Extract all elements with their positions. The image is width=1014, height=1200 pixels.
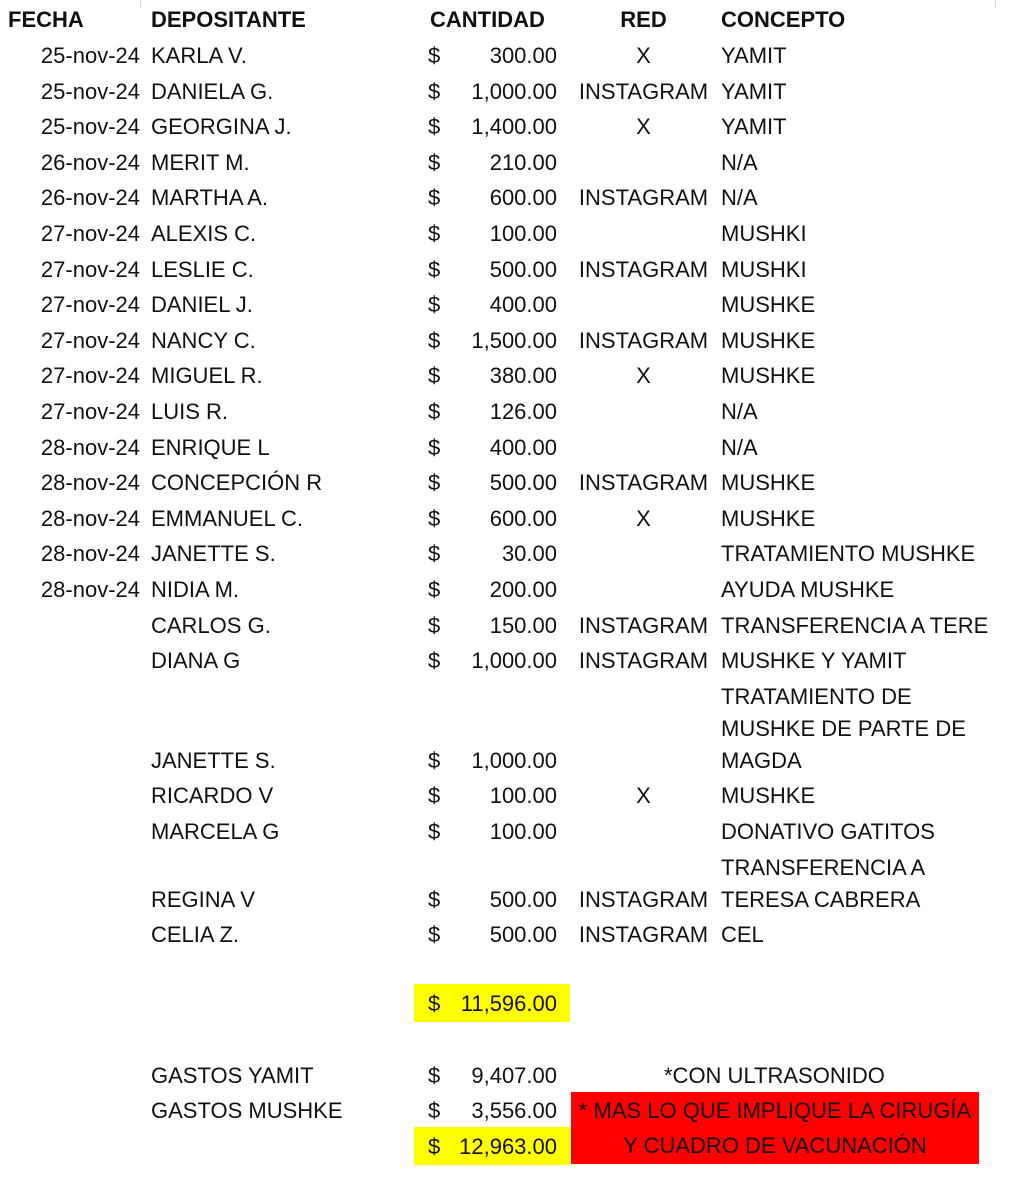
- row-depositante: DANIEL J.: [151, 292, 253, 318]
- row-fecha: 27-nov-24: [40, 292, 140, 318]
- row-depositante: NIDIA M.: [151, 577, 240, 602]
- row-depositante: CELIA Z.: [151, 922, 240, 948]
- row-cantidad: 500.00: [489, 470, 557, 496]
- row-cantidad: 500.00: [489, 886, 557, 912]
- row-concepto: YAMIT: [721, 78, 787, 104]
- row-concepto: MAGDA: [721, 747, 802, 773]
- row-currency: $: [428, 434, 441, 460]
- total-currency: $: [428, 991, 441, 1016]
- row-red: INSTAGRAM: [578, 612, 709, 638]
- row-concepto: MUSHKE: [721, 783, 816, 809]
- row-concepto: N/A: [721, 434, 758, 460]
- row-cantidad: 100.00: [489, 783, 557, 809]
- row-concepto: MUSHKE: [721, 292, 816, 318]
- row-fecha: 28-nov-24: [40, 541, 140, 567]
- row-red: X: [636, 505, 651, 531]
- row-depositante: JANETTE S.: [151, 747, 276, 773]
- row-cantidad: 1,000.00: [471, 747, 557, 773]
- row-concepto: MUSHKE: [721, 327, 816, 353]
- row-currency: $: [428, 541, 441, 567]
- row-depositante: MARCELA G: [151, 819, 280, 844]
- row-depositante: DANIELA G.: [151, 78, 274, 104]
- header-concepto: CONCEPTO: [721, 7, 846, 32]
- row-depositante: JANETTE S.: [151, 541, 276, 567]
- row-red: INSTAGRAM: [578, 327, 709, 353]
- alert-note-line-1: * MAS LO QUE IMPLIQUE LA CIRUGÍA: [578, 1098, 972, 1123]
- row-depositante: KARLA V.: [151, 43, 247, 68]
- row-concepto: CEL: [721, 922, 764, 948]
- row-currency: $: [428, 256, 441, 282]
- row-currency: $: [428, 612, 441, 638]
- row-fecha: 26-nov-24: [40, 149, 140, 175]
- row-cantidad: 210.00: [489, 149, 557, 175]
- row-depositante: REGINA V: [151, 886, 255, 912]
- row-cantidad: 500.00: [489, 922, 557, 948]
- row-depositante: LESLIE C.: [151, 256, 254, 282]
- row-concepto: TRANSFERENCIA A TERE: [721, 612, 989, 638]
- row-depositante: ENRIQUE L: [151, 434, 270, 460]
- row-currency: $: [428, 577, 441, 602]
- row-currency: $: [428, 114, 441, 140]
- row-fecha: 28-nov-24: [40, 434, 140, 460]
- row-red: INSTAGRAM: [578, 648, 709, 674]
- row-red: X: [636, 114, 651, 140]
- row-cantidad: 1,400.00: [471, 114, 557, 140]
- row-fecha: 27-nov-24: [40, 221, 140, 246]
- total-gastos-currency: $: [428, 1134, 441, 1159]
- row-red: INSTAGRAM: [578, 78, 709, 104]
- gastos-mushke-amount: 3,556.00: [471, 1098, 557, 1123]
- row-depositante: NANCY C.: [151, 327, 256, 353]
- header-fecha: FECHA: [8, 7, 84, 32]
- row-red: X: [636, 363, 651, 389]
- row-currency: $: [428, 886, 441, 912]
- header-cantidad: CANTIDAD: [430, 7, 545, 32]
- row-depositante: CARLOS G.: [151, 612, 271, 638]
- row-cantidad: 380.00: [489, 363, 557, 389]
- row-concepto: N/A: [721, 185, 758, 211]
- row-cantidad: 1,000.00: [471, 78, 557, 104]
- row-fecha: 25-nov-24: [40, 78, 140, 104]
- column-divider: [995, 0, 996, 8]
- row-cantidad: 100.00: [489, 221, 557, 246]
- gastos-mushke-label: GASTOS MUSHKE: [151, 1098, 343, 1123]
- row-fecha: 27-nov-24: [40, 363, 140, 389]
- row-depositante: LUIS R.: [151, 399, 229, 424]
- row-concepto: YAMIT: [721, 114, 787, 140]
- row-concepto: MUSHKE Y YAMIT: [721, 648, 907, 674]
- row-currency: $: [428, 363, 441, 389]
- row-red: X: [636, 43, 651, 68]
- row-fecha: 25-nov-24: [40, 43, 140, 68]
- row-cantidad: 1,500.00: [471, 327, 557, 353]
- row-concepto: MUSHKE DE PARTE DE: [721, 715, 966, 741]
- row-cantidad: 600.00: [489, 185, 557, 211]
- row-concepto: TRATAMIENTO MUSHKE: [721, 541, 976, 567]
- row-currency: $: [428, 78, 441, 104]
- row-currency: $: [428, 470, 441, 496]
- row-red: INSTAGRAM: [578, 470, 709, 496]
- row-cantidad: 100.00: [489, 819, 557, 844]
- row-fecha: 26-nov-24: [40, 185, 140, 211]
- row-currency: $: [428, 819, 441, 844]
- row-currency: $: [428, 149, 441, 175]
- row-cantidad: 1,000.00: [471, 648, 557, 674]
- gastos-yamit-amount: 9,407.00: [471, 1063, 557, 1088]
- gastos-yamit-currency: $: [428, 1063, 441, 1088]
- row-concepto: AYUDA MUSHKE: [721, 577, 895, 602]
- row-depositante: GEORGINA J.: [151, 114, 292, 140]
- row-cantidad: 126.00: [489, 399, 557, 424]
- row-concepto: N/A: [721, 149, 758, 175]
- row-currency: $: [428, 399, 441, 424]
- row-concepto: MUSHKE: [721, 363, 816, 389]
- row-fecha: 25-nov-24: [40, 114, 140, 140]
- row-currency: $: [428, 292, 441, 318]
- row-concepto: MUSHKI: [721, 221, 807, 246]
- row-depositante: DIANA G: [151, 648, 241, 674]
- row-cantidad: 400.00: [489, 292, 557, 318]
- row-concepto: YAMIT: [721, 43, 787, 68]
- row-depositante: MARTHA A.: [151, 185, 268, 211]
- total-gastos: 12,963.00: [459, 1134, 557, 1159]
- row-red: X: [636, 783, 651, 809]
- row-currency: $: [428, 747, 441, 773]
- row-red: INSTAGRAM: [578, 886, 709, 912]
- row-depositante: CONCEPCIÓN R: [151, 470, 323, 496]
- row-currency: $: [428, 185, 441, 211]
- alert-note-line-2: Y CUADRO DE VACUNACIÓN: [623, 1133, 927, 1158]
- row-cantidad: 400.00: [489, 434, 557, 460]
- row-cantidad: 300.00: [489, 43, 557, 68]
- row-depositante: ALEXIS C.: [151, 221, 257, 246]
- header-depositante: DEPOSITANTE: [151, 7, 306, 32]
- column-divider: [140, 0, 141, 8]
- row-cantidad: 30.00: [501, 541, 557, 567]
- total-donaciones: 11,596.00: [460, 991, 557, 1016]
- gastos-yamit-label: GASTOS YAMIT: [151, 1063, 314, 1088]
- row-concepto: TRANSFERENCIA A: [721, 854, 926, 880]
- row-concepto: TRATAMIENTO DE: [721, 683, 912, 709]
- row-red: INSTAGRAM: [578, 922, 709, 948]
- row-concepto: N/A: [721, 399, 758, 424]
- gastos-mushke-currency: $: [428, 1098, 441, 1123]
- row-concepto: TERESA CABRERA: [721, 886, 921, 912]
- row-fecha: 28-nov-24: [40, 577, 140, 602]
- row-concepto: MUSHKE: [721, 505, 816, 531]
- row-depositante: MERIT M.: [151, 149, 250, 175]
- row-concepto: MUSHKE: [721, 470, 816, 496]
- row-currency: $: [428, 648, 441, 674]
- row-cantidad: 150.00: [489, 612, 557, 638]
- row-cantidad: 500.00: [489, 256, 557, 282]
- row-depositante: MIGUEL R.: [151, 363, 263, 389]
- row-fecha: 27-nov-24: [40, 256, 140, 282]
- row-cantidad: 200.00: [489, 577, 557, 602]
- row-currency: $: [428, 505, 441, 531]
- row-concepto: MUSHKI: [721, 256, 807, 282]
- row-fecha: 28-nov-24: [40, 505, 140, 531]
- row-red: INSTAGRAM: [578, 185, 709, 211]
- row-fecha: 28-nov-24: [40, 470, 140, 496]
- row-currency: $: [428, 783, 441, 809]
- row-fecha: 27-nov-24: [40, 327, 140, 353]
- row-fecha: 27-nov-24: [40, 399, 140, 424]
- ultrasonido-note: *CON ULTRASONIDO: [664, 1063, 885, 1088]
- header-red: RED: [620, 7, 667, 32]
- row-red: INSTAGRAM: [578, 256, 709, 282]
- row-currency: $: [428, 327, 441, 353]
- row-depositante: RICARDO V: [151, 783, 274, 809]
- row-currency: $: [428, 922, 441, 948]
- row-concepto: DONATIVO GATITOS: [721, 819, 935, 844]
- row-currency: $: [428, 43, 441, 68]
- row-currency: $: [428, 221, 441, 246]
- row-depositante: EMMANUEL C.: [151, 505, 303, 531]
- row-cantidad: 600.00: [489, 505, 557, 531]
